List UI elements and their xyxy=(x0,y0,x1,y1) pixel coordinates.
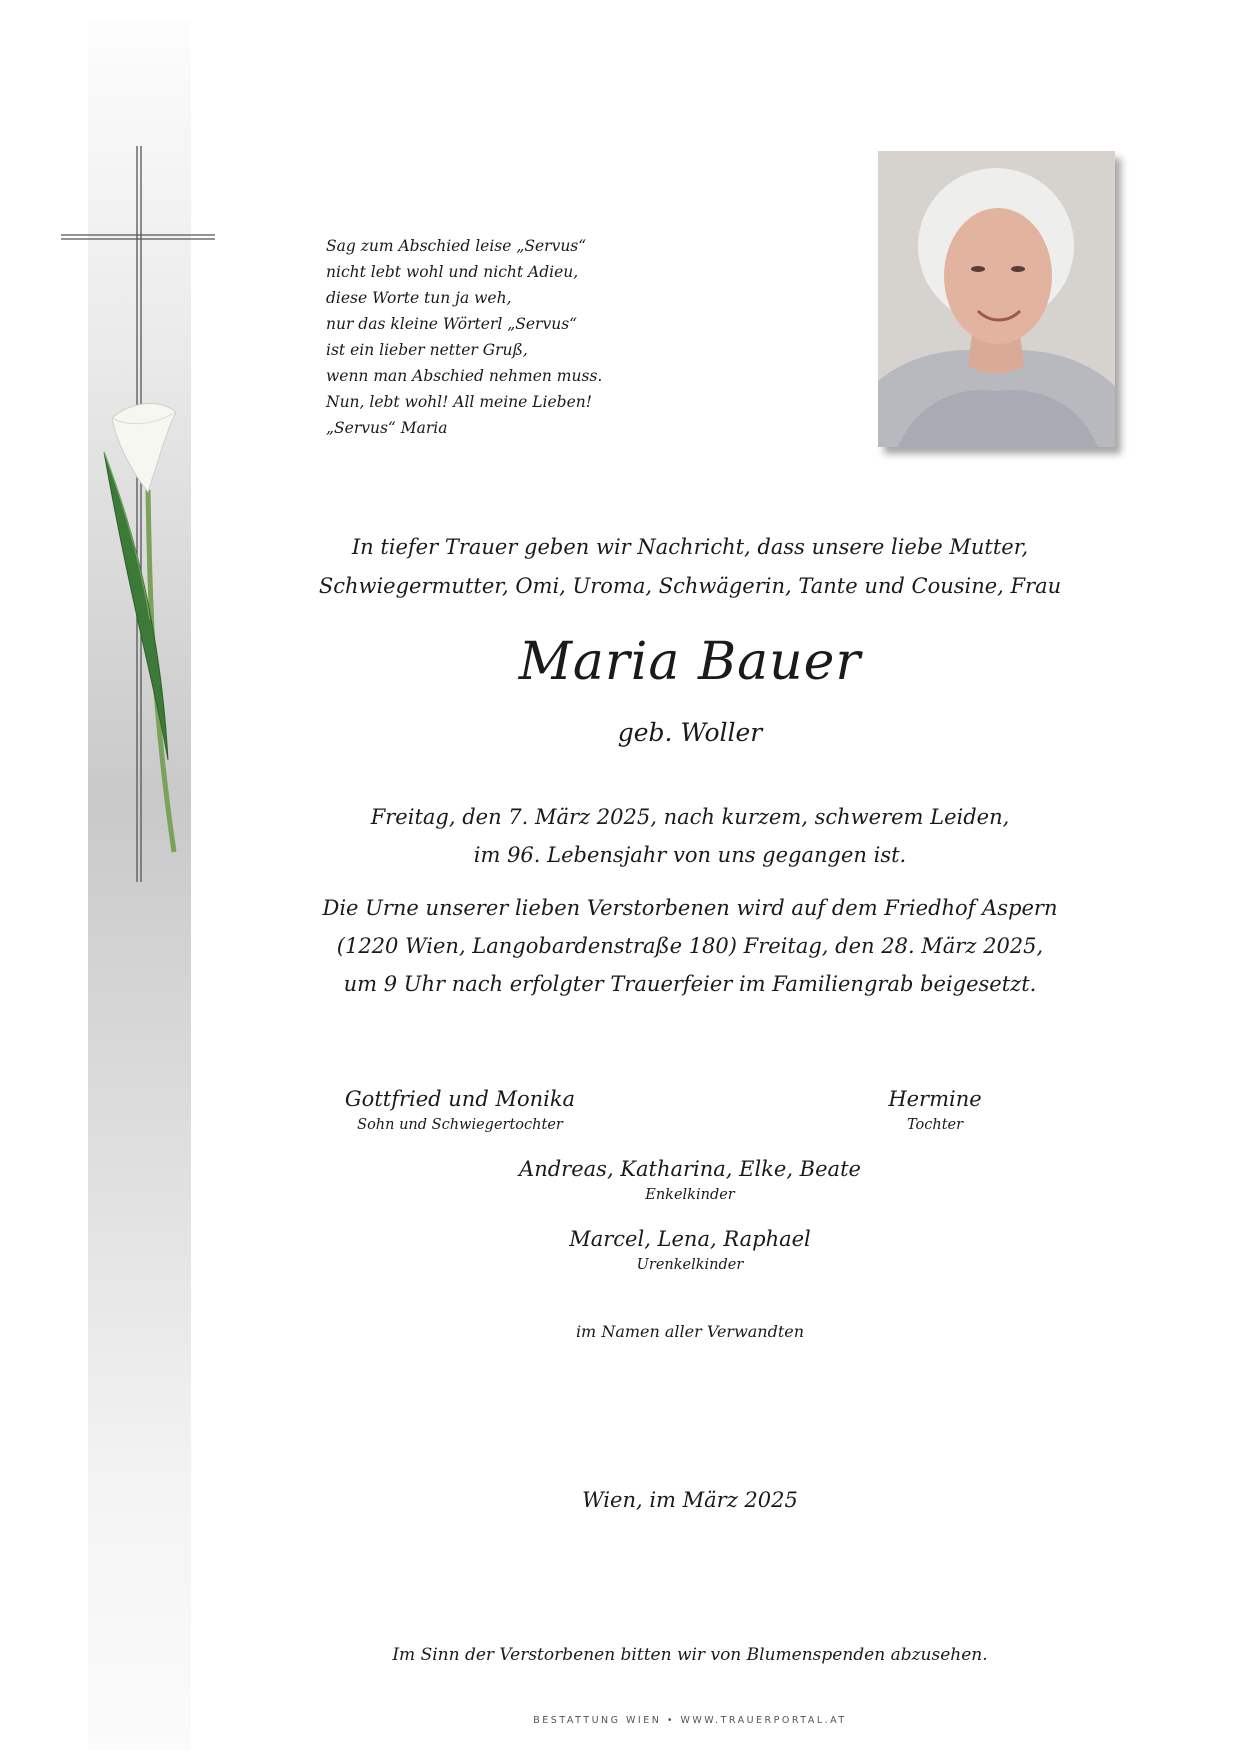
mourner-grandchildren xyxy=(460,1157,920,1203)
death-line: im 96. Lebensjahr von uns gegangen ist. xyxy=(473,843,907,867)
poem-line: nur das kleine Wörterl „Servus“ xyxy=(326,315,578,333)
poem-line: wenn man Abschied nehmen muss. xyxy=(326,367,603,385)
mourner-son xyxy=(330,1087,590,1133)
poem-line: Nun, lebt wohl! All meine Lieben! xyxy=(326,393,592,411)
mourner-relation: Sohn und Schwiegertochter xyxy=(357,1117,563,1133)
mourner-relation: Enkelkinder xyxy=(645,1187,735,1203)
intro-line: Schwiegermutter, Omi, Uroma, Schwägerin, Tante und Cousine, Frau xyxy=(318,574,1062,598)
mourner-name: Andreas, Katharina, Elke, Beate xyxy=(519,1157,861,1181)
burial-line: Die Urne unserer lieben Verstorbenen wird auf dem Friedhof Aspern xyxy=(322,896,1058,920)
closing-relatives: im Namen aller Verwandten xyxy=(575,1322,805,1341)
mourner-relation: Urenkelkinder xyxy=(636,1257,744,1273)
burial-notice xyxy=(260,889,1120,1003)
burial-line: (1220 Wien, Langobardenstraße 180) Freitag, den 28. März 2025, xyxy=(336,934,1044,958)
intro-line: In tiefer Trauer geben wir Nachricht, dass unsere liebe Mutter, xyxy=(351,535,1029,559)
mourner-name: Hermine xyxy=(888,1087,982,1111)
mourner-great-grandchildren xyxy=(490,1227,890,1273)
announcement-intro xyxy=(260,528,1120,606)
portrait-photo xyxy=(878,151,1115,447)
mourner-daughter xyxy=(855,1087,1015,1133)
poem-line: nicht lebt wohl und nicht Adieu, xyxy=(326,263,579,281)
mourner-relation: Tochter xyxy=(906,1117,964,1133)
death-notice xyxy=(260,798,1120,874)
cross-with-lily-icon xyxy=(0,0,240,900)
maiden-name: geb. Woller xyxy=(617,718,763,747)
poem-line: diese Worte tun ja weh, xyxy=(326,289,512,307)
poem-line: ist ein lieber netter Gruß, xyxy=(326,341,528,359)
flower-note: Im Sinn der Verstorbenen bitten wir von Blumenspenden abzusehen. xyxy=(392,1645,988,1665)
burial-line: um 9 Uhr nach erfolgter Trauerfeier im Familiengrab beigesetzt. xyxy=(343,972,1037,996)
footer-credit: BESTATTUNG WIEN • WWW.TRAUERPORTAL.AT xyxy=(533,1715,847,1726)
mourner-name: Gottfried und Monika xyxy=(344,1087,576,1111)
farewell-poem xyxy=(326,233,706,441)
place-date: Wien, im März 2025 xyxy=(582,1488,798,1512)
mourner-name: Marcel, Lena, Raphael xyxy=(569,1227,811,1251)
deceased-name: Maria Bauer xyxy=(518,632,862,692)
death-line: Freitag, den 7. März 2025, nach kurzem, schwerem Leiden, xyxy=(370,805,1010,829)
poem-line: „Servus“ Maria xyxy=(326,419,448,437)
poem-line: Sag zum Abschied leise „Servus“ xyxy=(326,237,587,255)
